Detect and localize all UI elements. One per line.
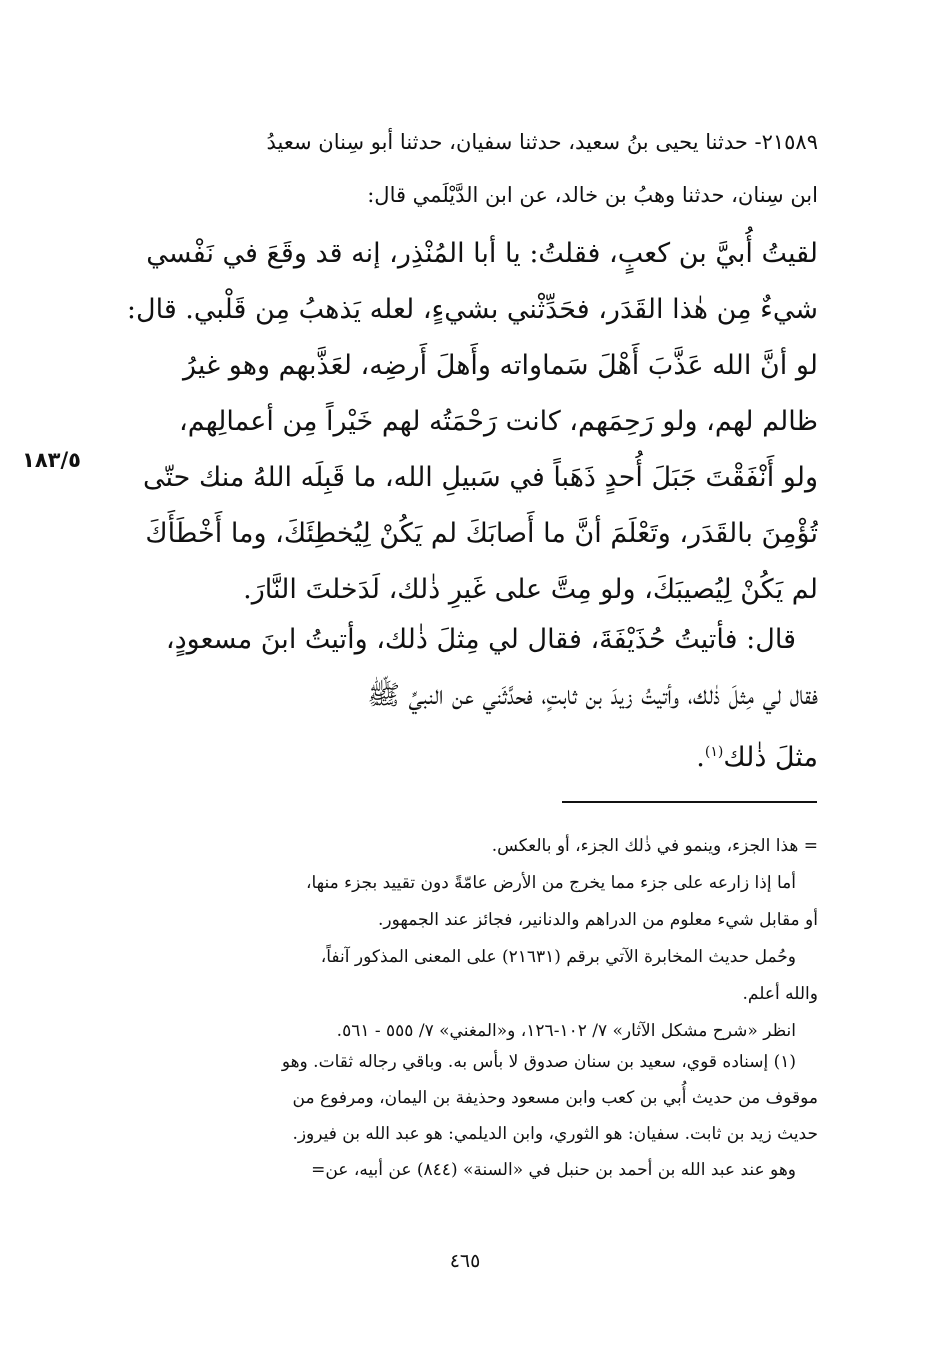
hadith-isnad [113, 116, 818, 222]
footnote-1-line-4: وهو عند عبد الله بن أحمد بن حنبل في «السنة» (٨٤٤) عن أبيه، عن= [311, 1160, 796, 1180]
matn-line-4: ظالم لهم، ولو رَحِمَهم، كانت رَحْمَتُه لهم خَيْراً مِن أعمالِهم، [179, 406, 818, 437]
footnote-1-line-3: حديث زيد بن ثابت. سفيان: هو الثوري، وابن الديلمي: هو عبد الله بن فيروز. [292, 1124, 818, 1144]
isnad-line-2: ابن سِنان، حدثنا وهبُ بن خالد، عن ابن الدَّيْلَمي قال: [367, 183, 818, 207]
matn-line-1: لقيتُ أُبيَّ بن كعبٍ، فقلتُ: يا أبا المُنْذِر، إنه قد وقَعَ في نَفْسي [146, 238, 818, 269]
footnote-line-6: انظر «شرح مشكل الآثار» ٧/ ١٠٢-١٢٦، و«المغني» ٧/ ٥٥٥ - ٥٦١. [336, 1021, 796, 1041]
hadith-continuation [113, 612, 818, 780]
continuation-line-3-end: . [696, 742, 705, 773]
footnote-line-5: والله أعلم. [742, 984, 818, 1004]
footnote-marker: (١) [704, 744, 724, 760]
isnad-line-1: ٢١٥٨٩- حدثنا يحيى بنُ سعيد، حدثنا سفيان، حدثنا أبو سِنان سعيدُ [266, 130, 818, 154]
matn-line-7: لم يَكُنْ لِيُصيبَكَ، ولو مِتَّ على غَيرِ ذٰلك، لَدَخلتَ النَّارَ. [243, 574, 818, 605]
footnote-separator [562, 801, 817, 803]
continuation-line-3-text: مثلَ ذٰلك [723, 742, 818, 773]
matn-line-3: لو أنَّ الله عَذَّبَ أَهْلَ سَماواته وأَهلَ أَرضِه، لعَذَّبهم وهو غيرُ [183, 350, 818, 381]
matn-line-2: شيءٌ مِن هٰذا القَدَر، فحَدِّثْني بشيءٍ، لعله يَذهبُ مِن قَلْبي. قال: [126, 294, 818, 325]
footnote-line-1: = هذا الجزء، وينمو في ذٰلك الجزء، أو بالعكس. [491, 836, 818, 856]
footnote-1 [113, 1044, 818, 1188]
matn-line-5: ولو أَنْفَقْتَ جَبَلَ أُحدٍ ذَهَباً في سَبيلِ الله، ما قَبِلَه اللهُ منك حتّى [143, 462, 818, 493]
footnotes-continued [113, 828, 818, 1050]
footnote-1-line-1: (١) إسناده قوي، سعيد بن سنان صدوق لا بأس به. وباقي رجاله ثقات. وهو [281, 1052, 796, 1072]
footnote-1-line-2: موقوف من حديث أُبي بن كعب وابن مسعود وحذيفة بن اليمان، ومرفوع من [292, 1088, 818, 1108]
matn-line-6: تُؤْمِنَ بالقَدَر، وتَعْلَمَ أنَّ ما أَصابَكَ لم يَكُنْ لِيُخطِئَكَ، وما أَخْطَأَكَ [145, 518, 818, 549]
footnote-line-4: وحُمل حديث المخابرة الآتي برقم (٢١٦٣١) على المعنى المذكور آنفاً، [320, 947, 796, 967]
hadith-matn [113, 226, 818, 618]
page-number: ٤٦٥ [449, 1250, 481, 1272]
margin-volume-page-reference: ١٨٣/٥ [22, 448, 81, 472]
footnote-line-3: أو مقابل شيء معلوم من الدراهم والدنانير، فجائز عند الجمهور. [378, 910, 818, 930]
continuation-line-2: فقال لي مِثلَ ذٰلك، وأتيتُ زيدَ بن ثابتٍ، فحدَّثَني عن النبيِّ ﷺ [367, 680, 818, 711]
footnote-line-2: أما إذا زارعه على جزء مما يخرج من الأرض عامّةً دون تقييد بجزء منها، [305, 873, 796, 893]
continuation-line-3 [113, 724, 818, 780]
continuation-line-1: قال: فأتيتُ حُذَيْفَةَ، فقال لي مِثلَ ذٰلك، وأتيتُ ابنَ مسعودٍ، [165, 624, 796, 655]
